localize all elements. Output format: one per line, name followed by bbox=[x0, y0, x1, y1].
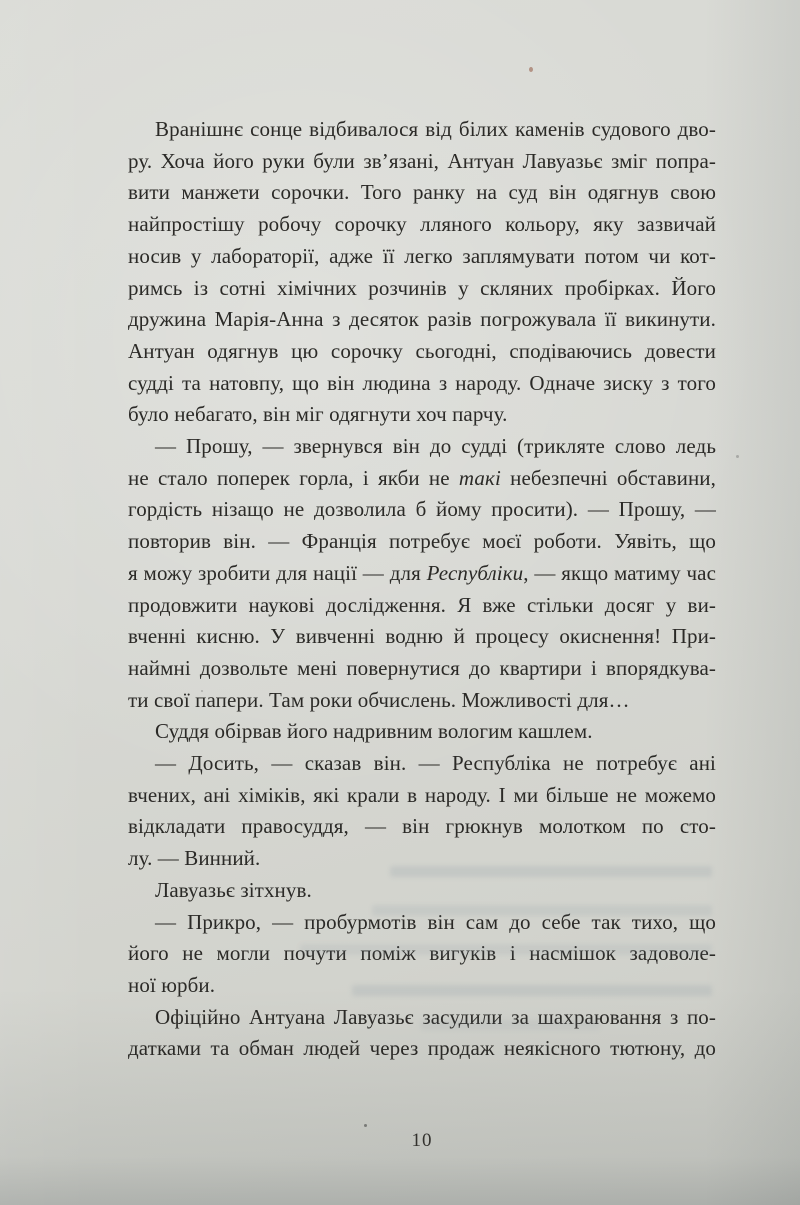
text-line: його не могли почути поміж вигуків і насмішок задоволе- bbox=[128, 941, 716, 966]
text-line: Суддя обірвав його надривним вологим кашлем. bbox=[155, 719, 593, 744]
text-line: було небагато, він міг одягнути хоч парчу. bbox=[128, 402, 508, 427]
text-line: — Прикро, — пробурмотів він сам до себе так тихо, що bbox=[155, 909, 716, 934]
text-line: ру. Хоча його руки були зв’язані, Антуан Лавуазьє зміг попра- bbox=[128, 148, 716, 173]
text-line: Антуан одягнув цю сорочку сьогодні, сподіваючись довести bbox=[128, 338, 716, 363]
text-line: вченні кисню. У вивченні водню й процесу окиснення! При- bbox=[128, 624, 716, 649]
text-line: я можу зробити для нації — для Республіки, — якщо матиму час bbox=[128, 560, 717, 585]
text-line: найпростішу робочу сорочку лляного кольору, яку зазвичай bbox=[128, 212, 716, 237]
text-line: датками та обман людей через продаж неякісного тютюну, до bbox=[128, 1036, 716, 1061]
text-line: ної юрби. bbox=[128, 972, 216, 997]
text-block bbox=[128, 114, 716, 1065]
dust-speck bbox=[529, 67, 533, 72]
dust-speck bbox=[364, 1124, 367, 1127]
text-line: — Досить, — сказав він. — Республіка не потребує ані bbox=[155, 751, 716, 776]
text-line: Лавуазьє зітхнув. bbox=[155, 877, 312, 902]
text-line: повторив він. — Франція потребує моєї роботи. Уявіть, що bbox=[128, 529, 716, 554]
text-line: лу. — Винний. bbox=[128, 846, 261, 871]
text-line: не стало поперек горла, і якби не такі небезпечні обставини, bbox=[128, 465, 716, 490]
page-number: 10 bbox=[411, 1130, 433, 1151]
text-line: судді та натовпу, що він людина з народу. Одначе зиску з того bbox=[128, 370, 716, 395]
text-line: римсь із сотні хімічних розчинів у скляних пробірках. Його bbox=[128, 275, 716, 300]
text-line: наймні дозвольте мені повернутися до квартири і впорядкува- bbox=[128, 655, 716, 680]
text-line: вчених, ані хіміків, які крали в народу. І ми більше не можемо bbox=[128, 782, 716, 807]
text-line: ти свої папери. Там роки обчислень. Можливості для… bbox=[128, 687, 630, 712]
text-line: носив у лабораторії, адже її легко заплямувати потом чи кот- bbox=[128, 243, 716, 268]
text-line: продовжити наукові дослідження. Я вже стільки досяг у ви- bbox=[128, 592, 716, 617]
text-line: Офіційно Антуана Лавуазьє засудили за шахраювання з по- bbox=[155, 1004, 716, 1029]
text-line: відкладати правосуддя, — він грюкнув молотком по сто- bbox=[128, 814, 716, 839]
text-line: вити манжети сорочки. Того ранку на суд він одягнув свою bbox=[128, 180, 716, 205]
text-line: Вранішнє сонце відбивалося від білих каменів судового дво- bbox=[155, 117, 716, 141]
text-line: гордість нізащо не дозволила б йому просити). — Прошу, — bbox=[128, 497, 716, 522]
dust-speck bbox=[736, 455, 739, 458]
text-line: дружина Марія-Анна з десяток разів погрожувала її викинути. bbox=[128, 307, 716, 332]
text-line: — Прошу, — звернувся він до судді (трикляте слово ледь bbox=[155, 434, 716, 459]
